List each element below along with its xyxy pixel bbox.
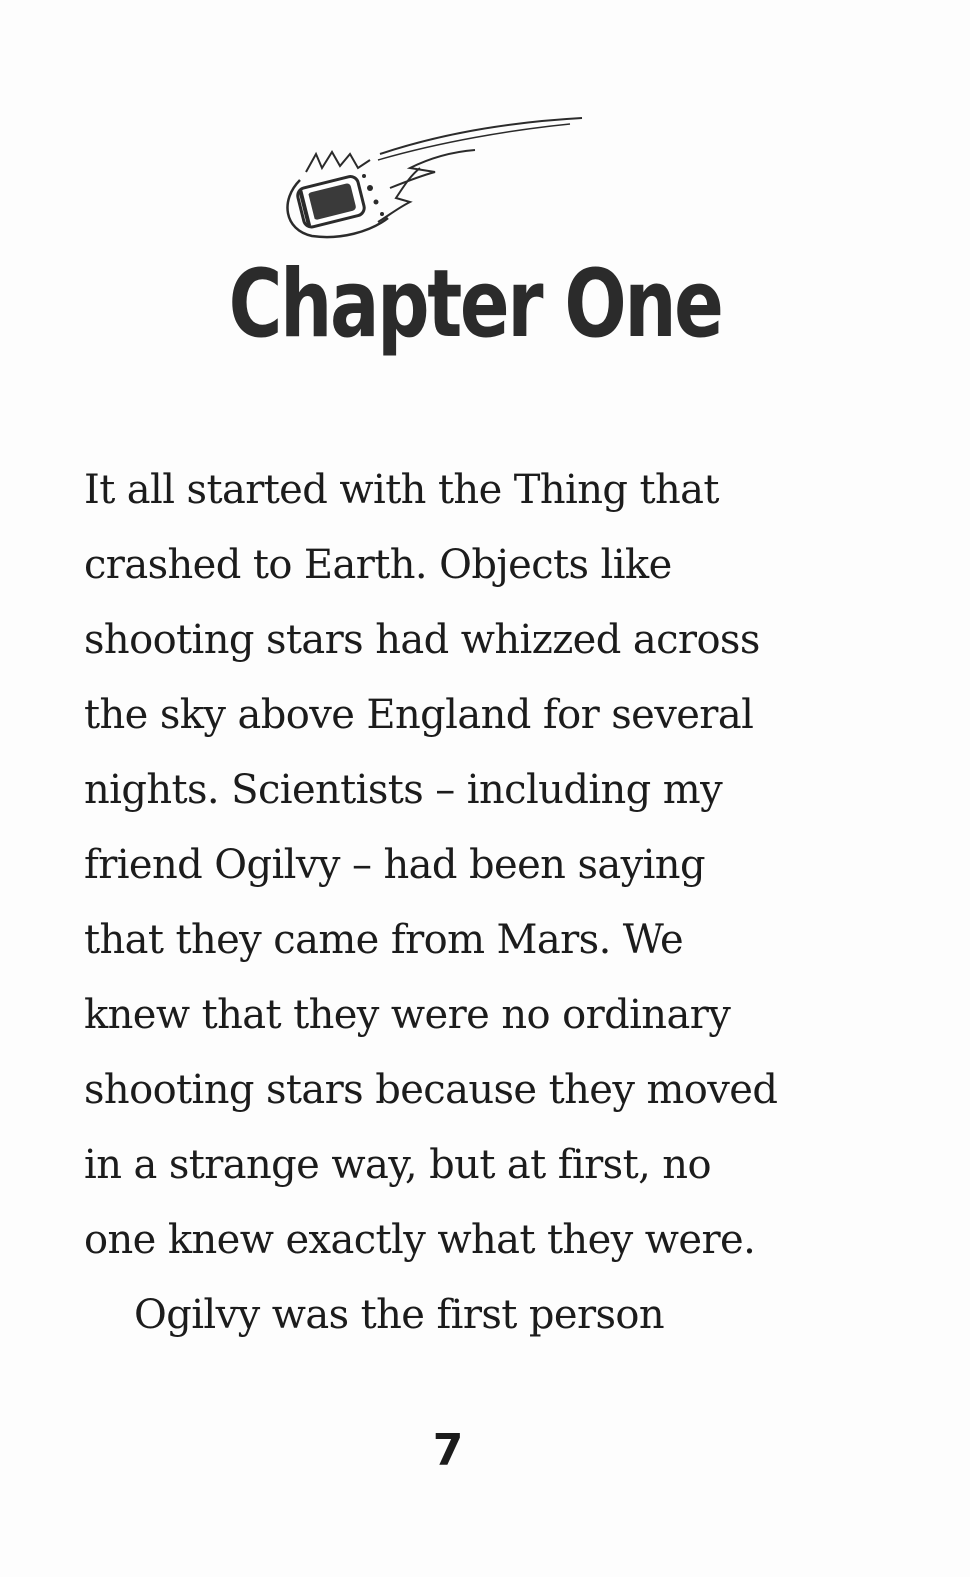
text-line: knew that they were no ordinary xyxy=(84,992,731,1038)
text-line: shooting stars because they moved xyxy=(84,1067,778,1113)
text-line: crashed to Earth. Objects like xyxy=(84,542,672,588)
text-line: nights. Scientists – including my xyxy=(84,767,723,813)
text-line: in a strange way, but at first, no xyxy=(84,1142,711,1188)
text-line: shooting stars had whizzed across xyxy=(84,617,760,663)
text-line: friend Ogilvy – had been saying xyxy=(84,842,705,888)
text-line: one knew exactly what they were. xyxy=(84,1217,756,1263)
text-line: that they came from Mars. We xyxy=(84,917,684,963)
body-text xyxy=(84,460,844,1360)
meteor-icon xyxy=(270,110,600,250)
text-line: the sky above England for several xyxy=(84,692,754,738)
page-number: 7 xyxy=(432,1425,464,1476)
text-line: It all started with the Thing that xyxy=(84,467,719,513)
chapter-title: Chapter One xyxy=(228,250,722,359)
text-line-indented: Ogilvy was the first person xyxy=(134,1292,665,1338)
